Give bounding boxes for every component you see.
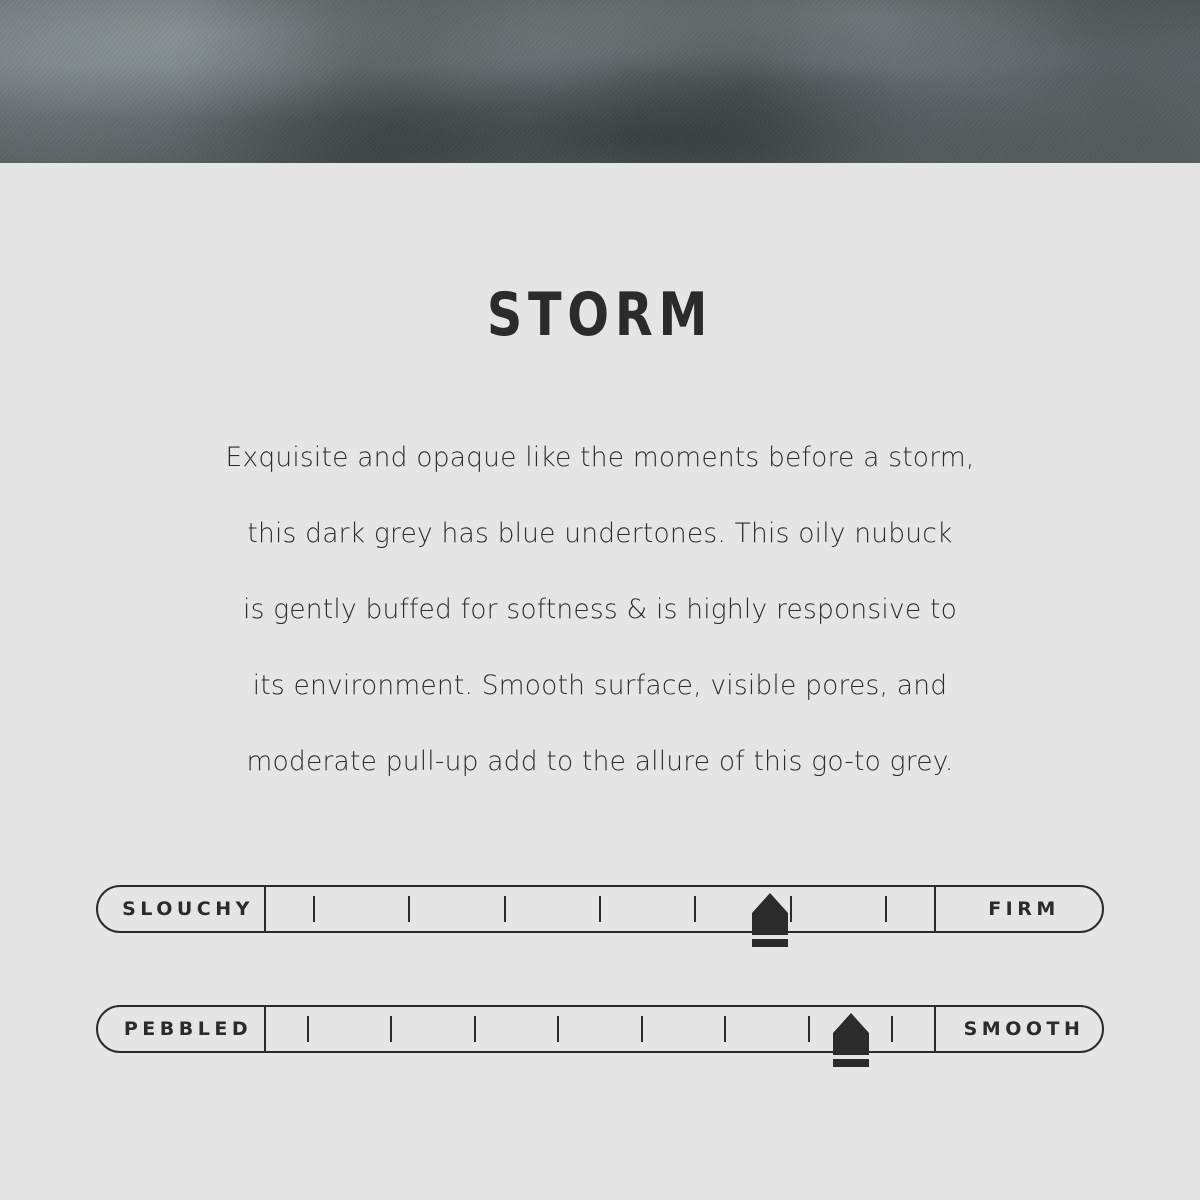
texture-marker[interactable] (833, 1013, 869, 1067)
firmness-left-label: SLOUCHY (98, 887, 266, 931)
description-line: is gently buffed for softness & is highly responsive to (243, 594, 957, 625)
description-line: its environment. Smooth surface, visible pores, and (252, 670, 948, 701)
leather-swatch-image (0, 0, 1200, 163)
firmness-ticks (266, 887, 934, 931)
texture-scale[interactable] (96, 1005, 1104, 1053)
card-content (0, 163, 1200, 800)
marker-body (833, 1033, 869, 1055)
texture-left-label: PEBBLED (98, 1007, 266, 1051)
product-description (170, 350, 1030, 800)
scale-row-texture (0, 1005, 1200, 1125)
marker-body (752, 913, 788, 935)
tick-mark (599, 896, 601, 922)
tick-mark (557, 1016, 559, 1042)
tick-mark (891, 1016, 893, 1042)
firmness-right-label: FIRM (934, 887, 1102, 931)
attribute-scales (0, 885, 1200, 1125)
tick-mark (641, 1016, 643, 1042)
tick-mark (313, 896, 315, 922)
tick-mark (790, 896, 792, 922)
scale-row-firmness (0, 885, 1200, 1005)
firmness-marker[interactable] (752, 893, 788, 947)
firmness-scale[interactable] (96, 885, 1104, 933)
tick-mark (504, 896, 506, 922)
tick-mark (408, 896, 410, 922)
tick-mark (390, 1016, 392, 1042)
marker-pin-icon (833, 1013, 869, 1033)
texture-right-label: SMOOTH (934, 1007, 1102, 1051)
marker-pin-icon (752, 893, 788, 913)
marker-foot (752, 939, 788, 947)
marker-foot (833, 1059, 869, 1067)
description-line: this dark grey has blue undertones. This oily nubuck (247, 518, 953, 549)
tick-mark (808, 1016, 810, 1042)
tick-mark (307, 1016, 309, 1042)
tick-mark (694, 896, 696, 922)
description-line: moderate pull-up add to the allure of this go-to grey. (246, 746, 954, 777)
description-line: Exquisite and opaque like the moments before a storm, (225, 442, 975, 473)
page-title: STORM (486, 280, 714, 350)
swatch-vignette (0, 0, 1200, 163)
tick-mark (724, 1016, 726, 1042)
tick-mark (885, 896, 887, 922)
tick-mark (474, 1016, 476, 1042)
